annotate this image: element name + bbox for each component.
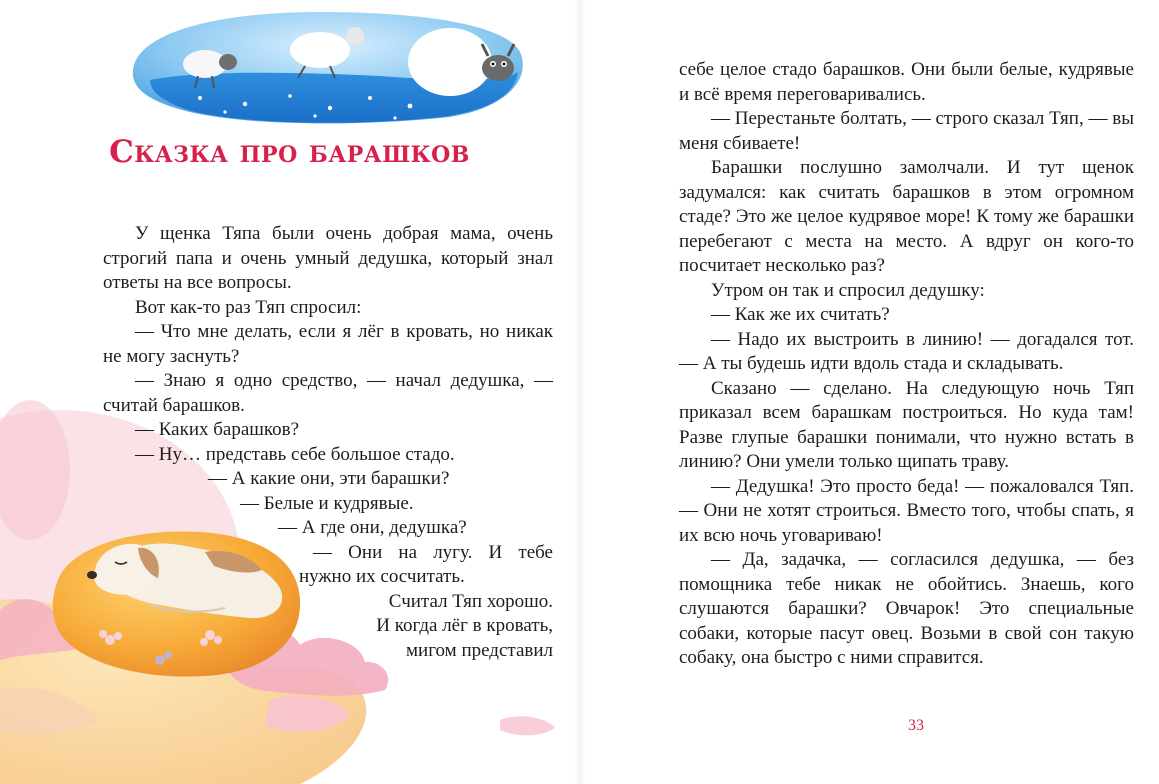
left-page — [0, 0, 579, 784]
text-line: — Белые и кудрявые. — [240, 492, 414, 514]
text-line: Считал Тяп хорошо. — [388, 590, 553, 612]
paragraph: Утром он так и спросил дедушку: — [711, 279, 985, 301]
text-line: — А какие они, эти барашки? — [208, 468, 450, 489]
paragraph: — Надо их выстроить в линию! — догадался тот. — А ты будешь идти вдоль стада и складывать. — [679, 328, 1134, 374]
right-page-text — [679, 58, 1134, 671]
text-line: нужно их сосчитать. — [299, 566, 465, 587]
paragraph: У щенка Тяпа были очень добрая мама, очень строгий папа и очень умный дедушка, который знал ответы на все вопросы. — [103, 223, 553, 293]
story-title: Сказка про барашков — [109, 134, 470, 170]
paragraph: — Ну… представь себе большое стадо. — [135, 443, 455, 465]
paragraph: — Каких барашков? — [135, 419, 300, 440]
paragraph: Барашки послушно замолчали. И тут щенок задумался: как считать барашков в этом огромном стаде? Это же целое кудрявое море! К тому же барашки перебегают с места на место. А вдруг он кого-то посчитает несколько раз? — [679, 157, 1134, 276]
page-number: 33 — [908, 717, 924, 734]
paragraph: себе целое стадо барашков. Они были белые, кудрявые и всё время переговаривались. — [679, 59, 1134, 105]
paragraph: — Перестаньте болтать, — строго сказал Тяп, — вы меня сбиваете! — [679, 108, 1134, 154]
sheep-meadow-illustration — [0, 0, 579, 140]
text-line: мигом представил — [406, 639, 553, 661]
book-spine — [574, 0, 586, 784]
text-line: — А где они, дедушка? — [278, 517, 467, 538]
paragraph: — Знаю я одно средство, — начал дедушка, — считай барашков. — [103, 370, 553, 416]
text-line: И когда лёг в кровать, — [376, 615, 553, 636]
paragraph: — Дедушка! Это просто беда! — пожаловался Тяп. — Они не хотят строиться. Вместо того, чтобы спать, я их всю ночь уговариваю! — [679, 475, 1134, 546]
paragraph: — Как же их считать? — [711, 304, 890, 325]
paragraph: Вот как-то раз Тяп спросил: — [135, 296, 362, 318]
right-page — [579, 0, 1159, 784]
paragraph: — Что мне делать, если я лёг в кровать, но никак не могу заснуть? — [103, 321, 553, 367]
paragraph: Сказано — сделано. На следующую ночь Тяп приказал всем барашкам построиться. Но куда там! Разве глупые барашки понимали, что нужно встать в линию? Они умели только щипать траву. — [679, 377, 1134, 472]
paragraph: — Да, задачка, — согласился дедушка, — без помощника тебе никак не обойтись. Знаешь, кого слушаются барашки? Овчарок! Это специальные собаки, которые пасут овец. Возьми в свой сон такую собаку, она быстро с ними справится. — [679, 549, 1134, 668]
text-line: — Они на лугу. И тебе — [313, 541, 553, 563]
left-page-text — [103, 222, 553, 663]
